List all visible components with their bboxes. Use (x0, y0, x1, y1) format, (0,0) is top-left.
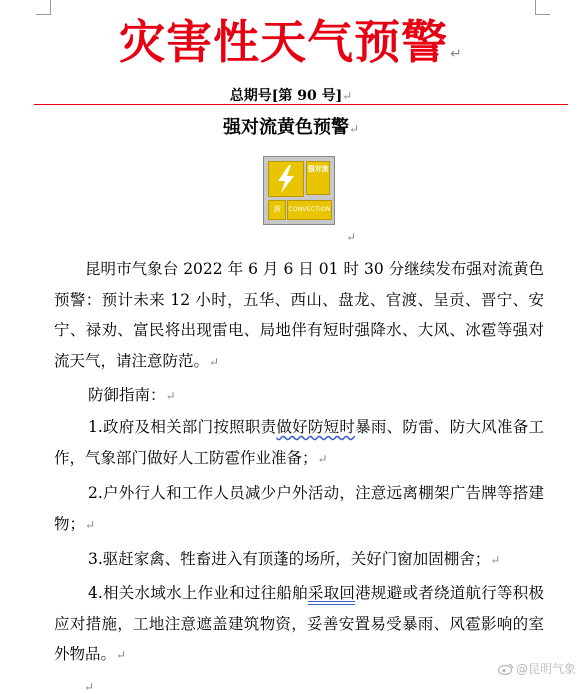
paragraph-mark: ↵ (342, 89, 353, 103)
guide-item-1 (54, 412, 544, 474)
signal-cn-label: 强对流 (306, 161, 330, 195)
document-title (0, 14, 582, 82)
paragraph-mark: ↵ (450, 46, 463, 62)
paragraph-mark: ↵ (116, 648, 127, 662)
guide-item-4-text: 4.相关水域水上作业和过往船舶 (88, 584, 308, 602)
paragraph-mark: ↵ (348, 122, 360, 136)
lightning-icon (268, 161, 304, 197)
paragraph-mark: ↵ (165, 389, 176, 403)
warning-paragraph (54, 254, 544, 377)
warning-paragraph-text: 昆明市气象台 2022 年 6 月 6 日 01 时 30 分继续发布强对流黄色预警：预计未来 12 小时，五华、西山、盘龙、官渡、呈贡、晋宁、安宁、禄劝、富民将出现雷电、局地伴有短时强降水、大风、冰雹等强对流天气，请注意防范。 (54, 260, 544, 370)
paragraph-mark: ↵ (317, 451, 328, 466)
paragraph-mark: ↵ (209, 354, 220, 369)
paragraph-mark: ↵ (346, 230, 357, 244)
paragraph-mark: ↵ (84, 680, 95, 694)
weibo-watermark (498, 660, 576, 677)
paragraph-mark: ↵ (85, 517, 96, 532)
grammar-underline: 采取回 (307, 584, 356, 602)
warning-subtitle-text: 强对流黄色预警 (222, 117, 349, 138)
paragraph-mark: ↵ (490, 553, 501, 567)
signal-en-label: CONVECTION (287, 200, 332, 220)
spellcheck-underline: 做好防短时 (276, 418, 356, 436)
convection-warning-signal (263, 156, 335, 225)
guide-item-4-text-cont: 港规避或者绕道航行等积极应对措施，工地注意遮盖建筑物资，妥善安置易受暴雨、风雹影响的室外物品。 (54, 584, 544, 663)
guide-item-1-text: 1.政府及相关部门按照职责 (88, 418, 277, 436)
guide-item-1-text-cont: 暴雨、防雷、防大风准备工作，气象部门做好人工防雹作业准备； (54, 418, 544, 467)
weibo-icon (498, 663, 514, 675)
guide-item-3-text: 3.驱赶家禽、牲畜进入有顶蓬的场所，关好门窗加固棚舍； (88, 550, 491, 568)
guide-item-4 (54, 578, 544, 671)
warning-subtitle (0, 116, 582, 141)
guide-item-3 (54, 544, 544, 576)
guide-heading (88, 380, 548, 412)
page-corner-mark (535, 0, 550, 15)
red-divider-line (34, 104, 568, 105)
issue-number (0, 87, 582, 105)
guide-item-2 (54, 478, 544, 540)
signal-level-label: 黄 (268, 200, 286, 220)
page-corner-mark (36, 0, 51, 15)
guide-heading-text: 防御指南： (88, 386, 166, 404)
document-title-text: 灾害性天气预警 (119, 15, 449, 69)
guide-item-2-text: 2.户外行人和工作人员减少户外活动，注意远离棚架广告牌等搭建物； (54, 484, 544, 533)
issue-number-text: 总期号[第 90 号] (229, 88, 343, 104)
watermark-text: @昆明气象 (516, 662, 577, 676)
